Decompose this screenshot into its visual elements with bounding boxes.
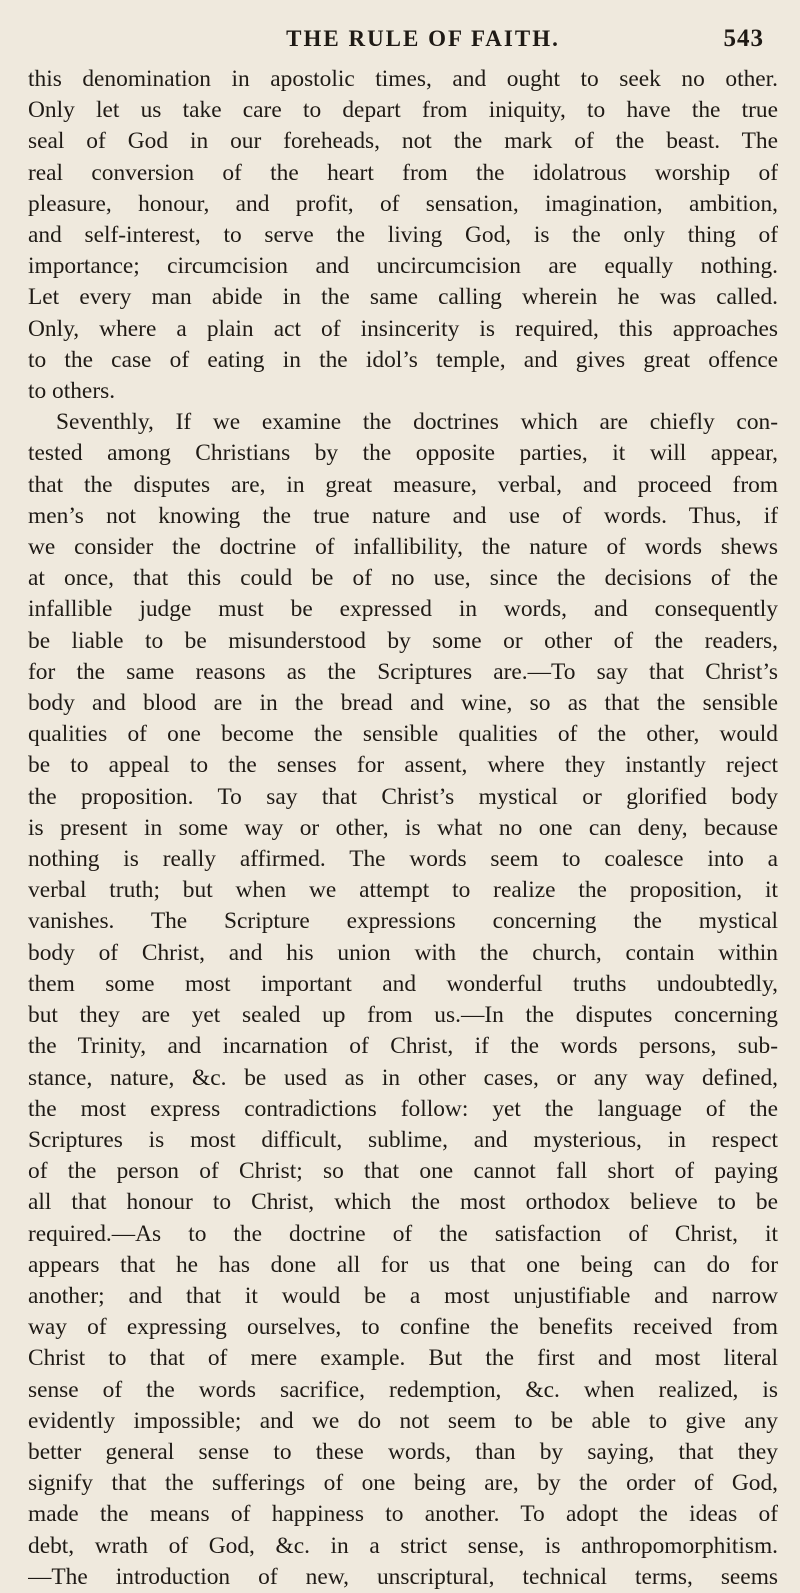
text-line: sense of the words sacrifice, redemption, &c. when realized, is	[28, 1376, 778, 1403]
text-line: and self-interest, to serve the living God, is the only thing of	[28, 222, 778, 249]
text-line: evidently impossible; and we do not seem to be able to give any	[28, 1407, 778, 1434]
text-line: to others.	[28, 378, 116, 405]
paragraph-2	[28, 407, 778, 1593]
text-line: qualities of one become the sensible qualities of the other, would	[28, 721, 778, 748]
text-line: be liable to be misunderstood by some or other of the readers,	[28, 627, 778, 654]
text-line: Seventhly, If we examine the doctrines which are chiefly con-	[56, 409, 778, 436]
text-line: made the means of happiness to another. To adopt the ideas of	[28, 1501, 778, 1528]
text-line: another; and that it would be a most unjustifiable and narrow	[28, 1282, 778, 1309]
paragraph-1	[28, 64, 778, 407]
text-line: them some most important and wonderful truths undoubtedly,	[28, 970, 778, 997]
running-title: THE RULE OF FAITH.	[286, 26, 560, 51]
text-line: signify that the sufferings of one being are, by the order of God,	[28, 1470, 778, 1497]
text-line: Scriptures is most difficult, sublime, and mysterious, in respect	[28, 1126, 778, 1153]
page-number: 543	[723, 25, 764, 52]
text-line: that the disputes are, in great measure, verbal, and proceed from	[28, 471, 778, 498]
text-line: the Trinity, and incarnation of Christ, if the words persons, sub-	[28, 1033, 778, 1060]
text-line: nothing is really affirmed. The words seem to coalesce into a	[28, 846, 778, 873]
text-line: the proposition. To say that Christ’s mystical or glorified body	[28, 783, 778, 810]
text-line: but they are yet sealed up from us.—In the disputes concerning	[28, 1002, 778, 1029]
text-line: way of expressing ourselves, to confine the benefits received from	[28, 1314, 778, 1341]
text-line: stance, nature, &c. be used as in other cases, or any way defined,	[28, 1064, 778, 1091]
text-line: pleasure, honour, and profit, of sensation, imagination, ambition,	[28, 190, 778, 217]
text-line: is present in some way or other, is what no one can deny, because	[28, 814, 778, 841]
text-line: vanishes. The Scripture expressions concerning the mystical	[28, 908, 778, 935]
text-line: the most express contradictions follow: yet the language of the	[28, 1095, 778, 1122]
text-line: infallible judge must be expressed in words, and consequently	[28, 596, 778, 623]
text-line: for the same reasons as the Scriptures are.—To say that Christ’s	[28, 658, 778, 685]
text-line: body of Christ, and his union with the church, contain within	[28, 939, 778, 966]
text-line: debt, wrath of God, &c. in a strict sense, is anthropomorphitism.	[28, 1532, 778, 1559]
body-text	[28, 64, 778, 1593]
text-line: Only let us take care to depart from iniquity, to have the true	[28, 97, 778, 124]
text-line: required.—As to the doctrine of the satisfaction of Christ, it	[28, 1220, 778, 1247]
text-line: seal of God in our foreheads, not the mark of the beast. The	[28, 128, 778, 155]
text-line: we consider the doctrine of infallibility, the nature of words shews	[28, 534, 778, 561]
text-line: better general sense to these words, than by saying, that they	[28, 1438, 778, 1465]
text-line: importance; circumcision and uncircumcision are equally nothing.	[28, 253, 778, 280]
text-line: of the person of Christ; so that one cannot fall short of paying	[28, 1158, 778, 1185]
text-line: tested among Christians by the opposite parties, it will appear,	[28, 440, 778, 467]
text-line: Only, where a plain act of insincerity is required, this approaches	[28, 315, 778, 342]
text-line: Christ to that of mere example. But the first and most literal	[28, 1345, 778, 1372]
text-line: Let every man abide in the same calling wherein he was called.	[28, 284, 778, 311]
text-line: appears that he has done all for us that one being can do for	[28, 1251, 778, 1278]
text-line: body and blood are in the bread and wine, so as that the sensible	[28, 690, 778, 717]
text-line: men’s not knowing the true nature and use of words. Thus, if	[28, 502, 778, 529]
running-head	[28, 22, 778, 56]
text-line: be to appeal to the senses for assent, where they instantly reject	[28, 752, 778, 779]
text-line: verbal truth; but when we attempt to realize the proposition, it	[28, 877, 778, 904]
text-line: at once, that this could be of no use, since the decisions of the	[28, 565, 778, 592]
text-line: real conversion of the heart from the idolatrous worship of	[28, 159, 778, 186]
text-line: all that honour to Christ, which the most orthodox believe to be	[28, 1189, 778, 1216]
text-line: this denomination in apostolic times, and ought to seek no other.	[28, 66, 778, 92]
text-line: to the case of eating in the idol’s temple, and gives great offence	[28, 346, 778, 373]
text-line: —The introduction of new, unscriptural, technical terms, seems	[28, 1563, 778, 1590]
